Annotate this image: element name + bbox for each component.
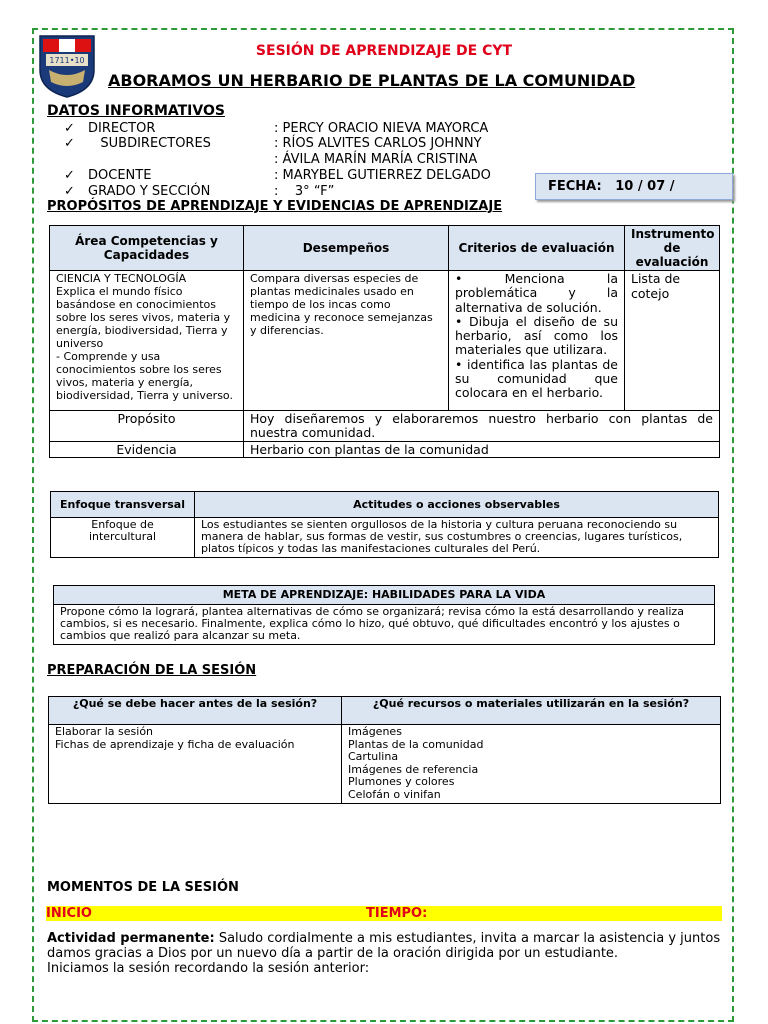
info-row-docente [64, 168, 491, 183]
criterio-item: • identifica las plantas de su comunidad que colocara en el herbario. [455, 356, 618, 401]
enfoque-name: Enfoque de intercultural [51, 518, 195, 558]
criterio-item: • Dibuja el diseño de su herbario, así como los materiales que utilizara. [455, 313, 618, 358]
actividad-label: Actividad permanente: [47, 931, 215, 946]
col-header-antes: ¿Qué se debe hacer antes de la sesión? [49, 697, 342, 725]
inicio-label: INICIO [46, 906, 92, 921]
session-label: SESIÓN DE APRENDIZAJE DE CYT [255, 43, 513, 59]
meta-header: META DE APRENDIZAJE: HABILIDADES PARA LA VIDA [54, 586, 715, 605]
desempeno-cell: Compara diversas especies de plantas medicinales usado en tiempo de los incas como medicina y reconoce semejanzas y diferencias. [244, 271, 449, 411]
info-row-subdirectores [64, 136, 482, 151]
recurso-item: Cartulina [348, 750, 399, 764]
datos-heading: DATOS INFORMATIVOS [47, 103, 225, 119]
info-label: GRADO Y SECCIÓN [88, 184, 211, 199]
evidencia-text: Herbario con plantas de la comunidad [244, 442, 720, 458]
area-line: - Comprende y usa conocimientos sobre los seres vivos, materia y energía, biodiversidad, Tierra y universo. [56, 350, 233, 402]
col-header-instrumento: Instrumento de evaluación [625, 226, 720, 271]
criterios-cell [449, 271, 625, 411]
actividad-text: Saludo cordialmente a mis estudiantes, invita a marcar la asistencia y juntos damos gracias a Dios por un nuevo día a partir de la oración dirigida por un estudiante. [47, 931, 721, 961]
area-line: CIENCIA Y TECNOLOGÍA [56, 272, 187, 285]
check-icon: ✓ [64, 184, 75, 199]
enfoque-text: Los estudiantes se sienten orgullosos de la historia y cultura peruana reconociendo su manera de hablar, sus formas de vestir, sus costumbres o creencias, lugares turísticos, platos típicos y todas las manifestaciones culturales del Perú. [195, 518, 719, 558]
info-value: : PERCY ORACIO NIEVA MAYORCA [274, 121, 489, 136]
antes-item: Elaborar la sesión [55, 725, 154, 738]
col-header-enfoque: Enfoque transversal [51, 492, 195, 518]
preparacion-table [48, 696, 721, 804]
info-value: : RÍOS ALVITES CARLOS JOHNNY [274, 136, 482, 151]
iniciamos-text: Iniciamos la sesión recordando la sesión anterior: [47, 961, 370, 976]
actividad-paragraph [47, 931, 723, 976]
preparacion-heading: PREPARACIÓN DE LA SESIÓN [47, 663, 257, 678]
info-row-director [64, 121, 489, 136]
recurso-item: Plantas de la comunidad [348, 737, 484, 751]
col-header-recursos: ¿Qué recursos o materiales utilizarán en la sesión? [342, 697, 721, 725]
col-header-desempenos: Desempeños [244, 226, 449, 271]
info-row-grado [64, 184, 335, 199]
evidencia-label: Evidencia [50, 442, 244, 458]
recurso-item: Celofán o vinifan [348, 787, 441, 801]
info-label: DIRECTOR [88, 121, 156, 136]
recurso-item: Imágenes de referencia [348, 762, 479, 776]
meta-table [53, 585, 715, 645]
propositos-table [49, 225, 720, 458]
check-icon: ✓ [64, 136, 75, 151]
tiempo-label: TIEMPO: [366, 906, 428, 921]
info-value: : 3° “F” [274, 184, 335, 199]
area-cell [50, 271, 244, 411]
recurso-item: Imágenes [348, 725, 402, 738]
meta-text: Propone cómo la logrará, plantea alternativas de cómo se organizará; revisa cómo la está desarrollando y realiza cambios, si es necesario. Finalmente, explica cómo lo hizo, qué obtuvo, qué dificultades encontró y los ajustes o cambios que realizó para alcanzar su meta. [54, 605, 715, 645]
check-icon: ✓ [64, 168, 75, 183]
recursos-cell [342, 725, 721, 804]
proposito-label: Propósito [50, 411, 244, 442]
col-header-area: Área Competencias y Capacidades [50, 226, 244, 271]
area-line: Explica el mundo físico basándose en conocimientos sobre los seres vivos, materia y energía, biodiversidad, Tierra y universo [56, 285, 231, 350]
criterio-item: • Menciona la problemática y la alternativa de solución. [455, 271, 618, 315]
info-label: DOCENTE [88, 168, 152, 183]
antes-item: Fichas de aprendizaje y ficha de evaluación [55, 737, 295, 751]
antes-cell [49, 725, 342, 804]
instrumento-cell: Lista de cotejo [625, 271, 720, 411]
momentos-heading: MOMENTOS DE LA SESIÓN [47, 880, 239, 895]
check-icon: ✓ [64, 121, 75, 136]
info-label: SUBDIRECTORES [88, 136, 211, 151]
inicio-bar [46, 906, 722, 921]
crest-text: 1711•10 [49, 56, 85, 65]
col-header-criterios: Criterios de evaluación [449, 226, 625, 271]
recurso-item: Plumones y colores [348, 775, 455, 789]
fecha-box: FECHA: 10 / 07 / [535, 173, 733, 200]
info-value: : MARYBEL GUTIERREZ DELGADO [274, 168, 491, 183]
proposito-text: Hoy diseñaremos y elaboraremos nuestro herbario con plantas de nuestra comunidad. [244, 411, 720, 442]
session-title: ABORAMOS UN HERBARIO DE PLANTAS DE LA COMUNIDAD [108, 71, 636, 90]
info-value: : ÁVILA MARÍN MARÍA CRISTINA [274, 152, 478, 167]
col-header-actitudes: Actitudes o acciones observables [195, 492, 719, 518]
propositos-heading: PROPÓSITOS DE APRENDIZAJE Y EVIDENCIAS DE APRENDIZAJE [47, 199, 503, 214]
enfoque-table [50, 491, 719, 558]
